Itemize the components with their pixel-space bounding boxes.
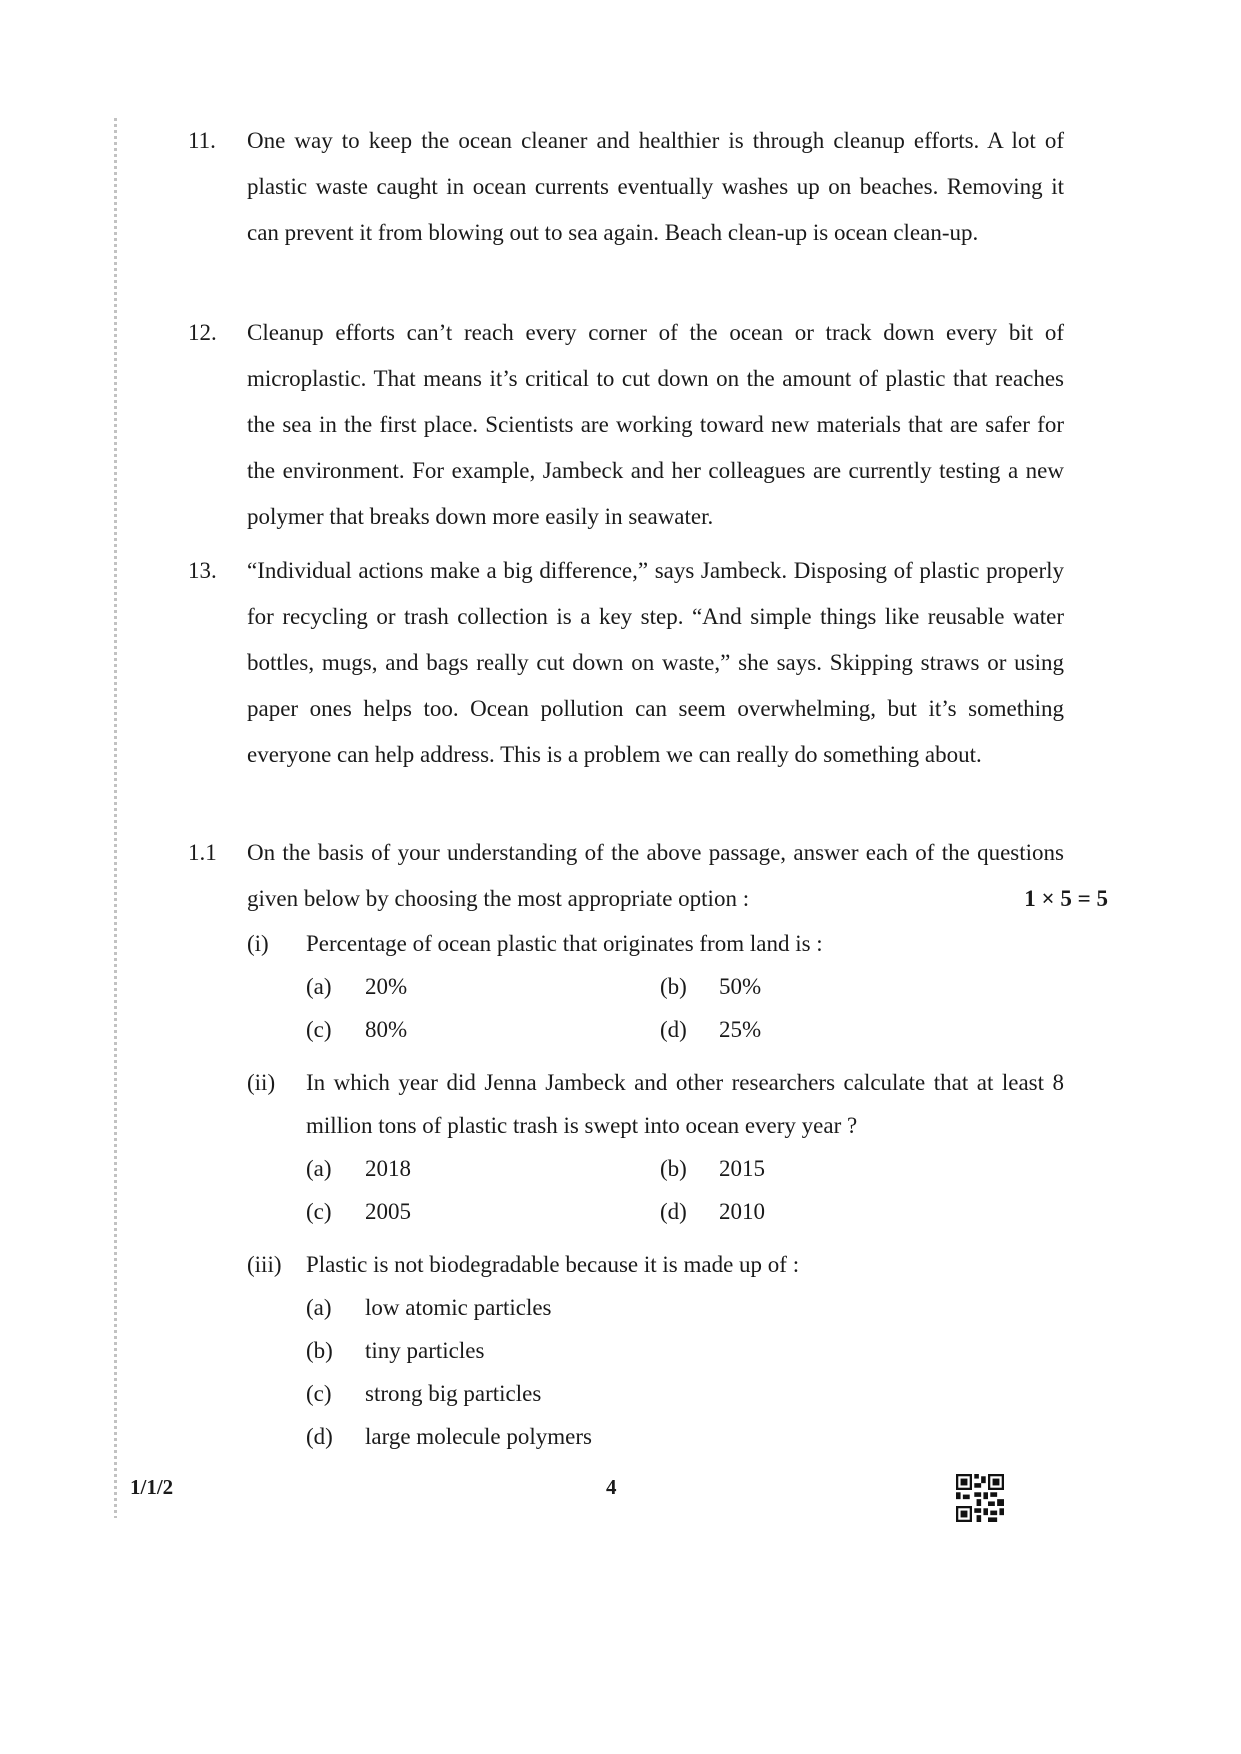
- question-1-1: [188, 830, 1108, 1458]
- question-number: 1.1: [188, 840, 217, 865]
- paragraph-11: [188, 118, 1064, 256]
- option: (b) 50%: [660, 974, 762, 999]
- paragraph-12: [188, 310, 1064, 540]
- option: (a) 20%: [306, 974, 408, 999]
- sub-question-text: Percentage of ocean plastic that originates from land is :: [306, 931, 823, 956]
- options-ii: [188, 1147, 1064, 1233]
- option: (d) 25%: [660, 1017, 762, 1042]
- paper-code: 1/1/2: [130, 1475, 174, 1499]
- option: (d) large molecule polymers: [306, 1424, 592, 1449]
- paragraph-number: 13.: [188, 558, 217, 583]
- paragraph-number: 12.: [188, 320, 217, 345]
- paragraph-number: 11.: [188, 128, 216, 153]
- option: (d) 2010: [660, 1199, 765, 1224]
- paragraph-text: One way to keep the ocean cleaner and healthier is through cleanup efforts. A lot of plastic waste caught in ocean currents eventually washes up on beaches. Removing it can prevent it from blowing out to sea again. Beach clean-up is ocean clean-up.: [247, 128, 1064, 245]
- question-intro: On the basis of your understanding of the above passage, answer each of the questions given below by choosing the most appropriate option :: [247, 840, 1064, 911]
- margin-barcode-strip: [114, 118, 117, 1518]
- sub-question-i: [188, 922, 1064, 965]
- sub-question-iii: [188, 1243, 1064, 1286]
- options-iii: [188, 1286, 1064, 1458]
- options-i: [188, 965, 1064, 1051]
- option: (c) 2005: [306, 1199, 411, 1224]
- qr-code-icon: [956, 1474, 1004, 1522]
- sub-question-text: Plastic is not biodegradable because it is made up of :: [306, 1252, 800, 1277]
- option: (a) low atomic particles: [306, 1295, 552, 1320]
- page-number: 4: [606, 1475, 617, 1499]
- paragraph-text: “Individual actions make a big difference,” says Jambeck. Disposing of plastic properly for recycling or trash collection is a key step. “And simple things like reusable water bottles, mugs, and bags really cut down on waste,” she says. Skipping straws or using paper ones helps too. Ocean pollution can seem overwhelming, but it’s something everyone can help address. This is a problem we can really do something about.: [247, 558, 1064, 767]
- option: (c) 80%: [306, 1017, 408, 1042]
- sub-question-number: (i): [247, 931, 269, 956]
- paragraph-text: Cleanup efforts can’t reach every corner of the ocean or track down every bit of microplastic. That means it’s critical to cut down on the amount of plastic that reaches the sea in the first place. Scientists are working toward new materials that are safer for the environment. For example, Jambeck and her colleagues are currently testing a new polymer that breaks down more easily in seawater.: [247, 320, 1064, 529]
- option: (b) 2015: [660, 1156, 765, 1181]
- option: (a) 2018: [306, 1156, 411, 1181]
- sub-question-number: (iii): [247, 1252, 282, 1277]
- sub-question-number: (ii): [247, 1070, 276, 1095]
- marks-label: 1 × 5 = 5: [1024, 886, 1108, 911]
- sub-question-text: In which year did Jenna Jambeck and other researchers calculate that at least 8 million tons of plastic trash is swept into ocean every year ?: [306, 1070, 1064, 1138]
- paragraph-13: [188, 548, 1064, 778]
- option: (c) strong big particles: [306, 1381, 542, 1406]
- sub-question-ii: [188, 1061, 1064, 1147]
- option: (b) tiny particles: [306, 1338, 485, 1363]
